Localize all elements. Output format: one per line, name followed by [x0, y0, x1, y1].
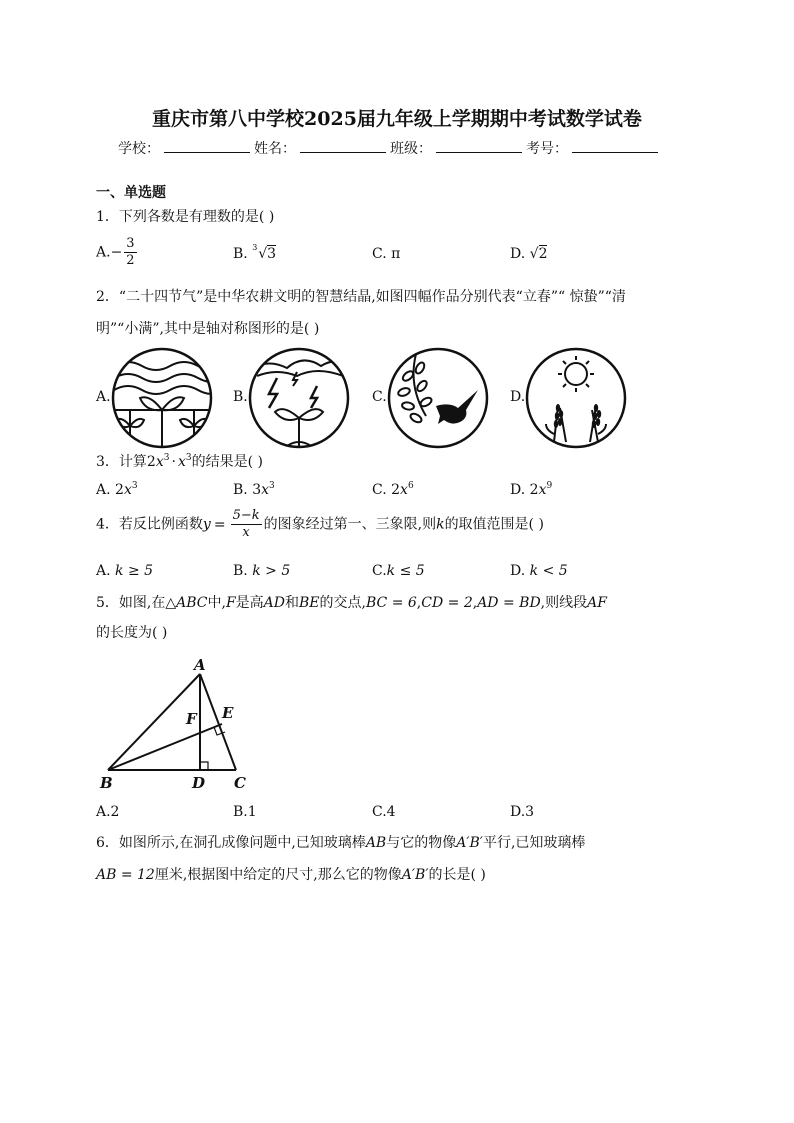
q4-d-expr: k < 5 — [529, 563, 568, 579]
q1-d-radicand: 2 — [538, 246, 548, 262]
q5-and: 和 — [285, 595, 300, 611]
q1-option-b — [233, 243, 277, 262]
q4-option-b — [233, 563, 290, 579]
q3-a-var: x — [123, 482, 132, 498]
q2-a-label: A. — [96, 389, 111, 405]
q5-triangle-figure — [98, 656, 258, 800]
q2-stem-line1: 2．“二十四节气”是中华农耕文明的智慧结晶,如图四幅作品分别代表“立春”“ 惊蛰”“清 — [96, 289, 626, 305]
q6-mid: 与它的物像 — [386, 835, 457, 851]
q3-option-a — [96, 482, 138, 498]
q1-option-d: D. √2 — [510, 246, 548, 262]
q5-option-c: C.4 — [372, 804, 396, 820]
q5-option-a: A.2 — [96, 804, 120, 820]
q4-option-c — [372, 563, 425, 579]
exam-no-label: 考号： — [526, 141, 568, 157]
q3-expr-e1: 3 — [163, 453, 170, 463]
q5-stem-line1 — [96, 592, 607, 612]
q3-option-d — [510, 482, 552, 498]
q5-cd: CD = 2 — [421, 595, 473, 611]
q5-option-d: D.3 — [510, 804, 535, 820]
class-blank[interactable] — [436, 138, 522, 153]
q5-mid3: 的交点, — [319, 595, 366, 611]
q6-ab: AB — [365, 835, 387, 851]
q5-f: F — [225, 595, 236, 611]
q1-a-sign: − — [110, 244, 123, 261]
q6-line2-apbp: A′B′ — [401, 867, 429, 883]
q5-bc: BC = 6 — [365, 595, 417, 611]
q5-mid2: 是高 — [235, 595, 264, 611]
q4-a-label: A. — [96, 563, 111, 579]
q1-c-label: C. — [372, 246, 387, 262]
q5-mid1: 中, — [207, 595, 226, 611]
q6-line2-mid: 厘米,根据图中给定的尺寸,那么它的物像 — [154, 867, 402, 883]
q5-label-d: D — [192, 774, 206, 792]
q4-c-expr: k ≤ 5 — [386, 563, 425, 579]
q4-k: k — [436, 516, 445, 533]
q5-ad: AD — [263, 595, 286, 611]
xiaoman-sun-wheat-icon — [524, 346, 628, 454]
q1-c-value: π — [391, 246, 401, 262]
q3-option-b — [233, 482, 275, 498]
student-info-row — [118, 138, 658, 158]
q2-c-label: C. — [372, 389, 387, 405]
q4-y: y — [202, 516, 211, 533]
jingzhe-lightning-icon — [247, 346, 351, 454]
q6-stem-line2 — [96, 864, 486, 884]
q3-b-label: B. — [233, 482, 248, 498]
q3-b-exp: 3 — [269, 481, 275, 491]
q3-c-label: C. — [372, 482, 387, 498]
school-blank[interactable] — [164, 138, 250, 153]
q3-stem — [96, 451, 263, 471]
q6-post: 平行,已知玻璃棒 — [482, 835, 586, 851]
q4-b-label: B. — [233, 563, 248, 579]
q5-adbd: AD = BD — [477, 595, 541, 611]
q4-a-expr: k ≥ 5 — [115, 563, 154, 579]
q1-a-num: 3 — [126, 236, 135, 251]
class-label: 班级： — [390, 141, 432, 157]
q5-option-b: B.1 — [233, 804, 257, 820]
q3-d-coef: 2 — [529, 482, 539, 498]
q4-den: x — [242, 525, 250, 540]
school-label: 学校： — [118, 141, 160, 157]
q1-b-label: B. — [233, 246, 248, 262]
q4-option-a — [96, 563, 153, 579]
q3-d-exp: 9 — [546, 481, 553, 491]
q4-fraction — [231, 508, 262, 541]
q4-stem-post-b: 的取值范围是( ) — [444, 516, 544, 533]
page-title: 重庆市第八中学校2025届九年级上学期期中考试数学试卷 — [152, 108, 642, 130]
q3-d-var: x — [538, 482, 547, 498]
q4-option-d — [510, 563, 568, 579]
q3-expr-x1: x — [155, 454, 164, 470]
q1-b-radicand: 3 — [267, 246, 277, 262]
qingming-swallow-icon — [386, 346, 490, 454]
q3-a-exp: 3 — [131, 481, 138, 491]
q6-pre: 6．如图所示,在洞孔成像问题中,已知玻璃棒 — [96, 835, 366, 851]
q1-b-cuberoot: 3 √3 — [252, 243, 277, 262]
q3-expr-coef: 2 — [146, 454, 156, 470]
section-title: 一、单选题 — [96, 185, 166, 201]
q5-label-b: B — [100, 774, 113, 792]
q3-b-var: x — [261, 482, 270, 498]
q3-stem-pre: 3．计算 — [96, 454, 147, 470]
q5-comma2: , — [472, 595, 478, 611]
q3-option-c — [372, 482, 414, 498]
q5-mid4: ,则线段 — [540, 595, 588, 611]
q5-label-f: F — [186, 710, 197, 728]
q1-a-label: A. — [96, 244, 111, 261]
q5-comma1: , — [416, 595, 422, 611]
q5-be: BE — [299, 595, 320, 611]
q5-stem-line2: 的长度为( ) — [96, 625, 168, 641]
q5-label-a: A — [194, 656, 206, 674]
q3-a-label: A. — [96, 482, 111, 498]
q4-d-label: D. — [510, 563, 526, 579]
q3-c-coef: 2 — [391, 482, 401, 498]
q4-eq: = — [213, 516, 226, 533]
q5-label-c: C — [234, 774, 246, 792]
q1-option-c — [372, 246, 400, 262]
q4-stem-post-a: 的图象经过第一、三象限,则 — [263, 516, 437, 533]
q3-a-coef: 2 — [115, 482, 124, 498]
q6-stem-line1 — [96, 832, 585, 852]
q3-expr-dot: · — [171, 454, 176, 470]
q5-pre: 5．如图,在 — [96, 595, 166, 611]
q4-stem-pre: 4．若反比例函数 — [96, 516, 203, 533]
q1-stem: 1．下列各数是有理数的是( ) — [96, 209, 275, 225]
exam-no-blank[interactable] — [572, 138, 658, 153]
q6-line2-post: 的长是( ) — [428, 867, 486, 883]
q6-apbp: A′B′ — [456, 835, 483, 851]
q5-af: AF — [587, 595, 607, 611]
q3-b-coef: 3 — [252, 482, 262, 498]
q2-stem-line2: 明”“小满”,其中是轴对称图形的是( ) — [96, 321, 320, 337]
q3-expr-x2: x — [177, 454, 186, 470]
q3-d-label: D. — [510, 482, 526, 498]
q2-d-label: D. — [510, 389, 526, 405]
q3-c-var: x — [400, 482, 408, 498]
lichun-sprout-icon — [110, 346, 214, 454]
q1-a-den: 2 — [126, 253, 135, 268]
q5-tri: △ABC — [165, 595, 208, 611]
q1-option-a — [96, 236, 139, 269]
q5-label-e: E — [222, 704, 234, 722]
name-label: 姓名： — [254, 141, 296, 157]
q4-num: 5−k — [232, 508, 260, 523]
q4-b-expr: k > 5 — [252, 563, 291, 579]
q1-a-fraction — [124, 236, 136, 269]
q3-c-exp: 6 — [407, 481, 414, 491]
q4-stem — [96, 508, 544, 541]
q4-c-label: C. — [372, 563, 387, 579]
q3-stem-post: 的结果是( ) — [191, 454, 263, 470]
q2-b-label: B. — [233, 389, 248, 405]
name-blank[interactable] — [300, 138, 386, 153]
q3-expr-e2: 3 — [185, 453, 192, 463]
q6-ab-expr: AB = 12 — [96, 867, 155, 883]
q1-d-label: D. — [510, 246, 526, 262]
